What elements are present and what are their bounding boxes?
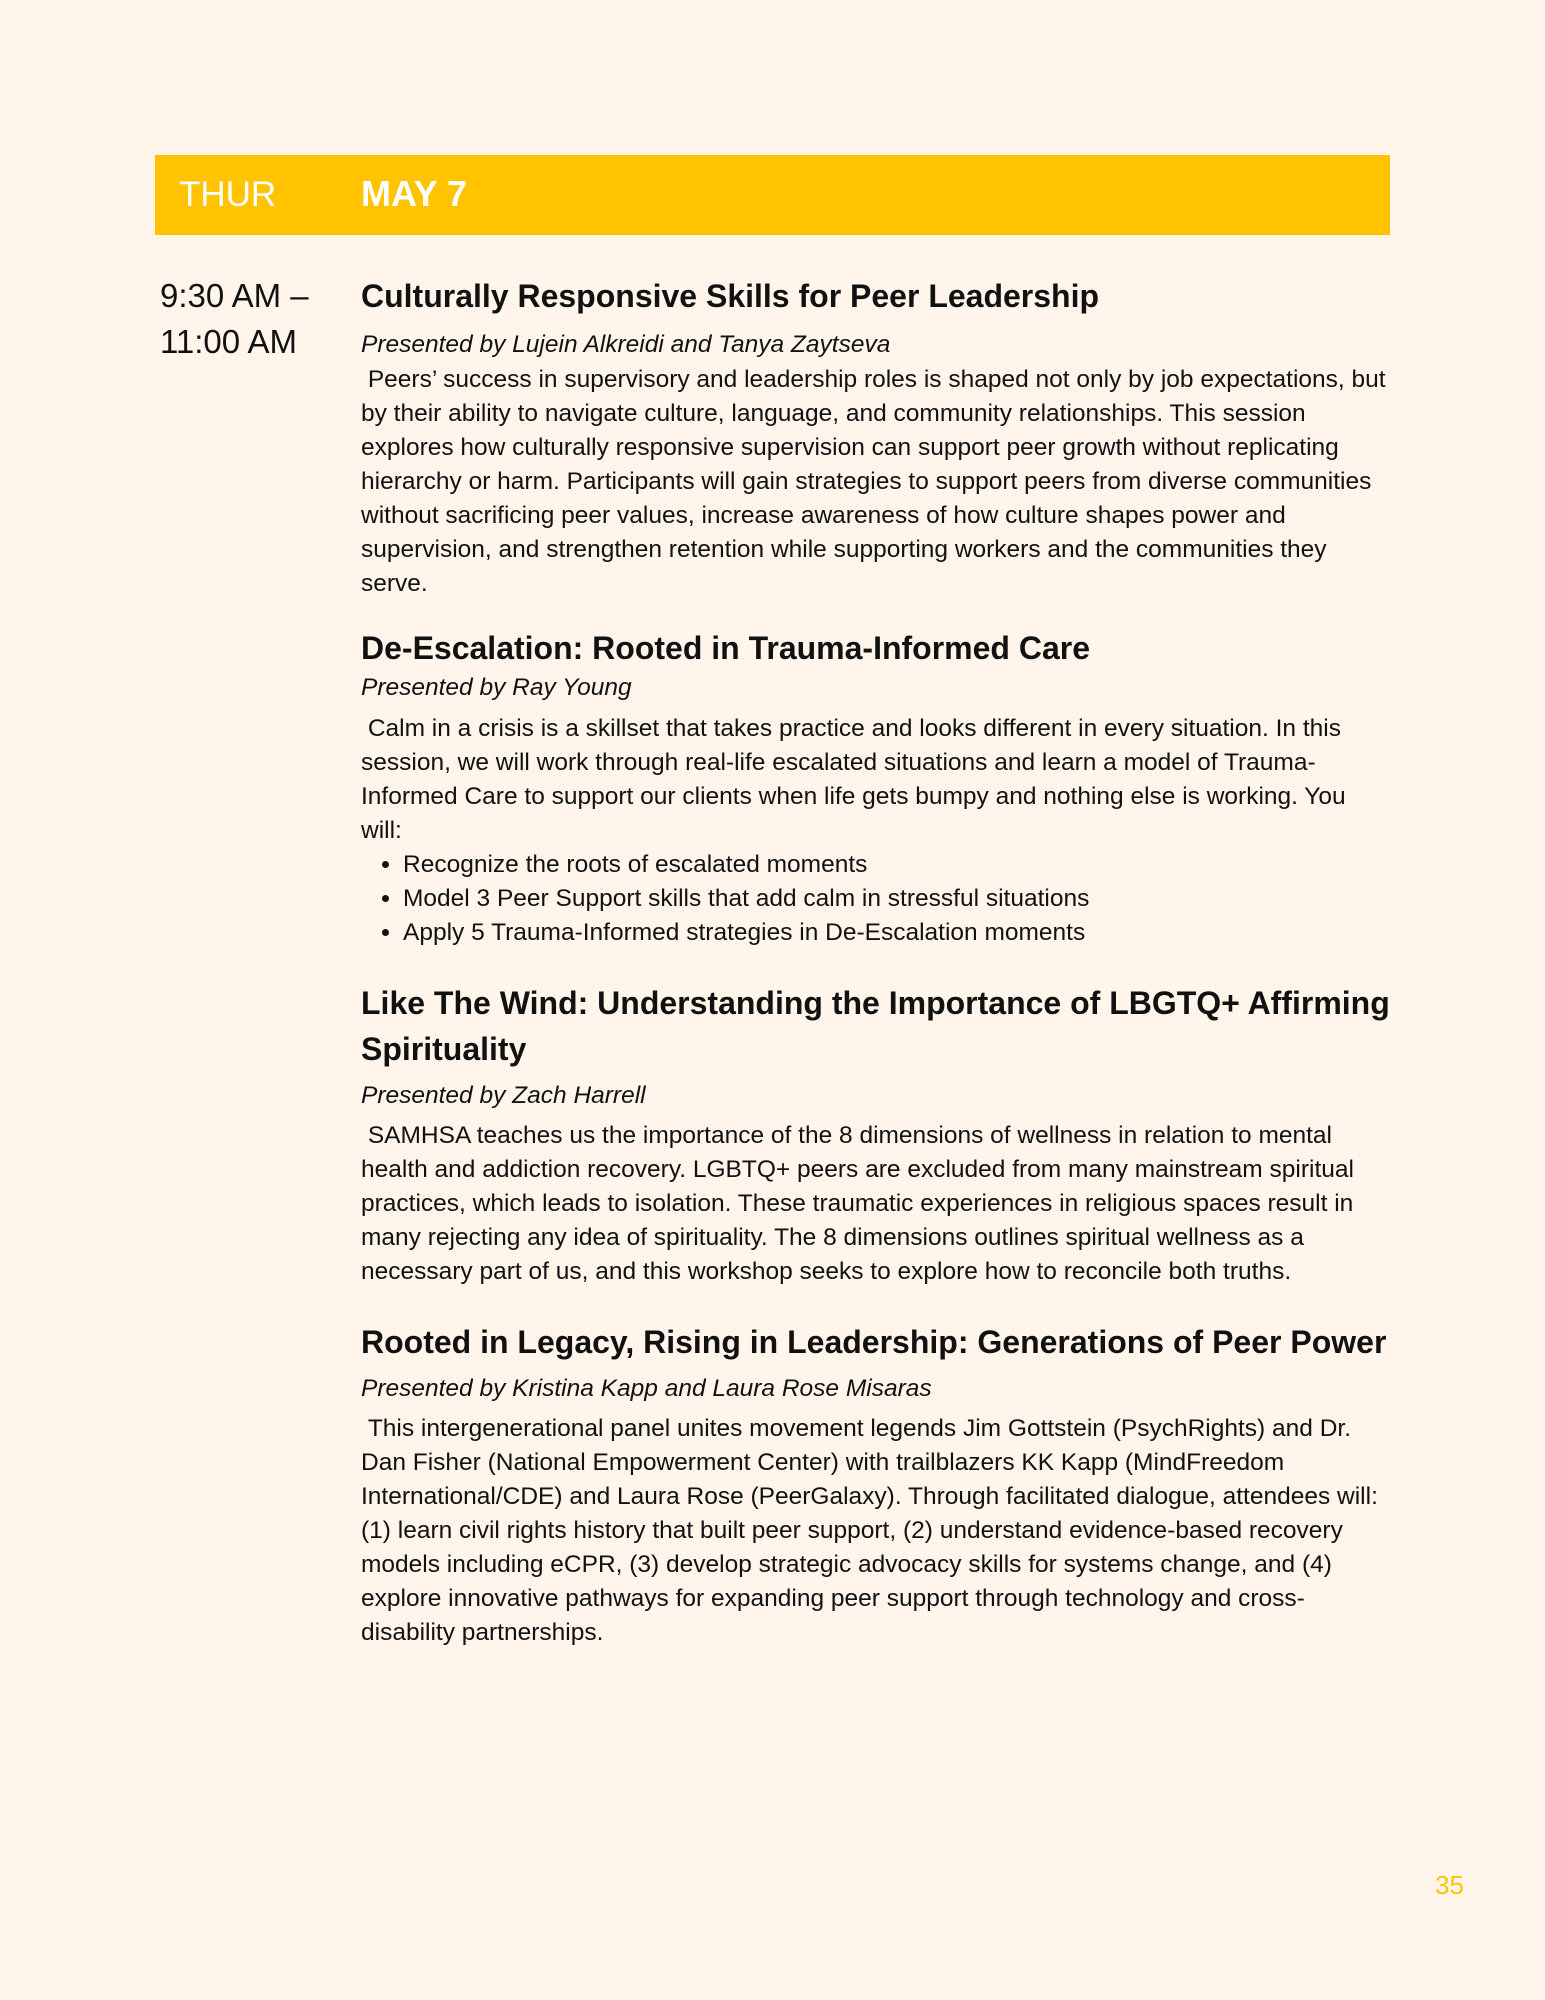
session-description: SAMHSA teaches us the importance of the 8 dimensions of wellness in relation to mental health and addiction recovery. LGBTQ+ peers are excluded from many mainstream spiritual practices, which leads to isolation. These traumatic experiences in religious spaces result in many rejecting any idea of spirituality. The 8 dimensions outlines spiritual wellness as a necessary part of us, and this workshop seeks to explore how to reconcile both truths.: [361, 1122, 1361, 1285]
list-item: • Recognize the roots of escalated moments: [403, 848, 1391, 882]
session-4: [361, 1319, 1391, 1650]
session-title: Culturally Responsive Skills for Peer Leadership: [361, 278, 1100, 314]
time-slot: [160, 273, 350, 365]
day-header: [155, 155, 1390, 235]
session-presenter: Presented by Lujein Alkreidi and Tanya Zaytseva: [361, 331, 891, 358]
session-title: Rooted in Legacy, Rising in Leadership: Generations of Peer Power: [361, 1324, 1387, 1360]
session-presenter: Presented by Zach Harrell: [361, 1082, 646, 1109]
day-date: MAY 7: [361, 173, 468, 214]
session-list: [361, 273, 1391, 1650]
session-presenter: Presented by Kristina Kapp and Laura Rose Misaras: [361, 1375, 932, 1402]
session-title: Like The Wind: Understanding the Importance of LBGTQ+ Affirming Spirituality: [361, 985, 1390, 1067]
session-presenter: Presented by Ray Young: [361, 674, 632, 701]
session-title: De-Escalation: Rooted in Trauma-Informed Care: [361, 630, 1091, 666]
list-item: • Apply 5 Trauma-Informed strategies in De-Escalation moments: [403, 916, 1391, 950]
day-name: THUR: [179, 175, 277, 214]
session-description: Calm in a crisis is a skillset that takes practice and looks different in every situation. In this session, we will work through real-life escalated situations and learn a model of Trauma-Informed Care to support our clients when life gets bumpy and nothing else is working. You will:: [361, 715, 1353, 844]
session-description: Peers’ success in supervisory and leadership roles is shaped not only by job expectations, but by their ability to navigate culture, language, and community relationships. This session explores how culturally responsive supervision can support peer growth without replicating hierarchy or harm. Participants will gain strategies to support peers from diverse communities without sacrificing peer values, increase awareness of how culture shapes power and supervision, and strengthen retention while supporting workers and the communities they serve.: [361, 366, 1393, 597]
session-2: [361, 625, 1391, 950]
page-number: 35: [1435, 1870, 1464, 1900]
time-slot-start: 9:30 AM –: [160, 277, 309, 314]
session-3: [361, 980, 1391, 1289]
session-description: This intergenerational panel unites movement legends Jim Gottstein (PsychRights) and Dr. Dan Fisher (National Empowerment Center) with trailblazers KK Kapp (MindFreedom International/CDE) and Laura Rose (PeerGalaxy). Through facilitated dialogue, attendees will: (1) learn civil rights history that built peer support, (2) understand evidence-based recovery models including eCPR, (3) develop strategic advocacy skills for systems change, and (4) explore innovative pathways for expanding peer support through technology and cross-disability partnerships.: [361, 1415, 1385, 1646]
session-1: [361, 273, 1391, 601]
session-bullet-list: [361, 848, 1391, 950]
time-slot-end: 11:00 AM: [160, 323, 297, 360]
list-item: • Model 3 Peer Support skills that add calm in stressful situations: [403, 882, 1391, 916]
